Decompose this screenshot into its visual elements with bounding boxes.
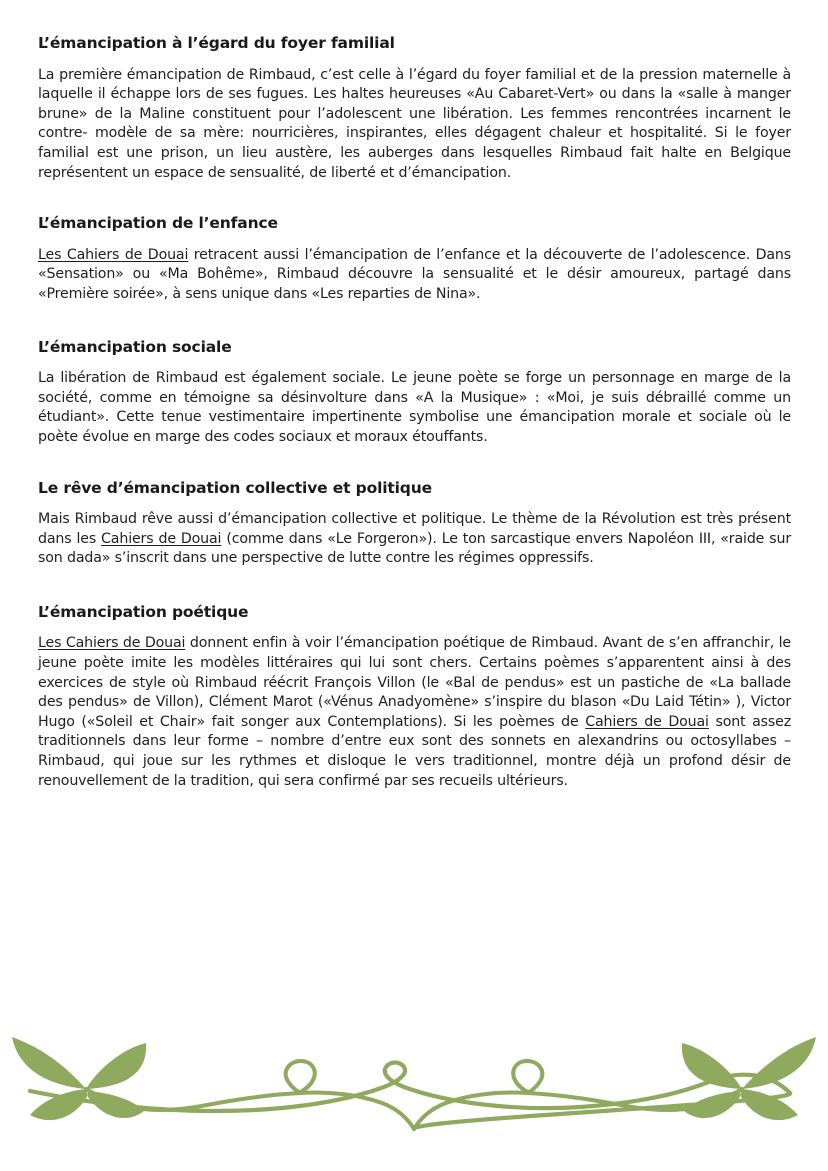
paragraph-text: retracent aussi l’émancipation de l’enfance et la découverte de l’adolescence. Dans «Sensation» ou «Ma Bohême», Rimbaud découvre la sensualité et le désir amoureux, partagé dans «Première soirée», à sens unique dans «Les reparties de Nina». (38, 246, 791, 302)
document-body (38, 34, 791, 797)
section-heading: Le rêve d’émancipation collective et politique (38, 478, 433, 497)
section-heading: L’émancipation sociale (38, 337, 232, 356)
section-heading: L’émancipation de l’enfance (38, 214, 278, 233)
work-title-cahiers-de-douai: Cahiers de Douai (585, 713, 709, 730)
paragraph-text: Mais Rimbaud rêve aussi d’émancipation collective et politique. Le thème de la Révolution est très présent dans les (38, 511, 791, 547)
section-paragraph (38, 634, 791, 791)
work-title-cahiers-de-douai: Cahiers de Douai (101, 530, 222, 547)
paragraph-text: donnent enfin à voir l’émancipation poétique de Rimbaud. Avant de s’en affranchir, le jeune poète imite les modèles littéraires qui lui sont chers. Certains poèmes s’apparentent ainsi à des exercices de style où Rimbaud réécrit François Villon (le «Bal de pendus» est un pastiche de «La ballade des pendus» de Villon), Clément Marot («Vénus Anadyomène» s’inspire du blason «Du Laid Tétin» ), Victor Hugo («Soleil et Chair» fait songer aux Contemplations). Si les poèmes de (38, 635, 791, 730)
section-heading: L’émancipation à l’égard du foyer familial (38, 34, 395, 52)
section-paragraph: La première émancipation de Rimbaud, c’est celle à l’égard du foyer familial et de la pression maternelle à laquelle il échappe lors de ses fugues. Les haltes heureuses «Au Cabaret-Vert» ou dans la «salle à manger brune» de la Maline constituent pour l’adolescent une libération. Les femmes rencontrées incarnent le contre- modèle de sa mère: nourricières, inspirantes, elles dégagent chaleur et hospitalité. Si le foyer familial est une prison, un lieu austère, les auberges dans lesquelles Rimbaud fait halte en Belgique représentent un espace de sensualité, de liberté et d’émancipation. (38, 66, 791, 181)
work-title-cahiers-de-douai: Les Cahiers de Douai (38, 635, 186, 652)
work-title-cahiers-de-douai: Les Cahiers de Douai (38, 246, 189, 263)
olive-branch-divider-icon (0, 1011, 828, 1171)
section-emancipation-sociale (38, 338, 791, 448)
paragraph-text: (comme dans «Le Forgeron»). Le ton sarcastique envers Napoléon III, «raide sur son dada» s’inscrit dans une perspective de lutte contre les régimes oppressifs. (38, 530, 791, 567)
section-emancipation-enfance (38, 214, 791, 304)
section-emancipation-foyer-familial (38, 34, 791, 183)
section-emancipation-poetique (38, 603, 791, 791)
section-paragraph (38, 510, 791, 569)
section-reve-emancipation-collective-politique (38, 479, 791, 569)
section-paragraph: La libération de Rimbaud est également sociale. Le jeune poète se forge un personnage en marge de la société, comme en témoigne sa désinvolture dans «A la Musique» : «Moi, je suis débraillé comme un étudiant». Cette tenue vestimentaire impertinente symbolise une émancipation morale et sociale où le poète évolue en marge des codes sociaux et moraux étouffants. (38, 370, 791, 445)
paragraph-text: sont assez traditionnels dans leur forme – nombre d’entre eux sont des sonnets en alexandrins ou octosyllabes – Rimbaud, qui joue sur les rythmes et disloque le vers traditionnel, montre déjà un profond désir de renouvellement de la tradition, qui sera confirmé par ses recueils ultérieurs. (38, 713, 791, 789)
section-paragraph (38, 246, 791, 305)
section-heading: L’émancipation poétique (38, 602, 249, 621)
